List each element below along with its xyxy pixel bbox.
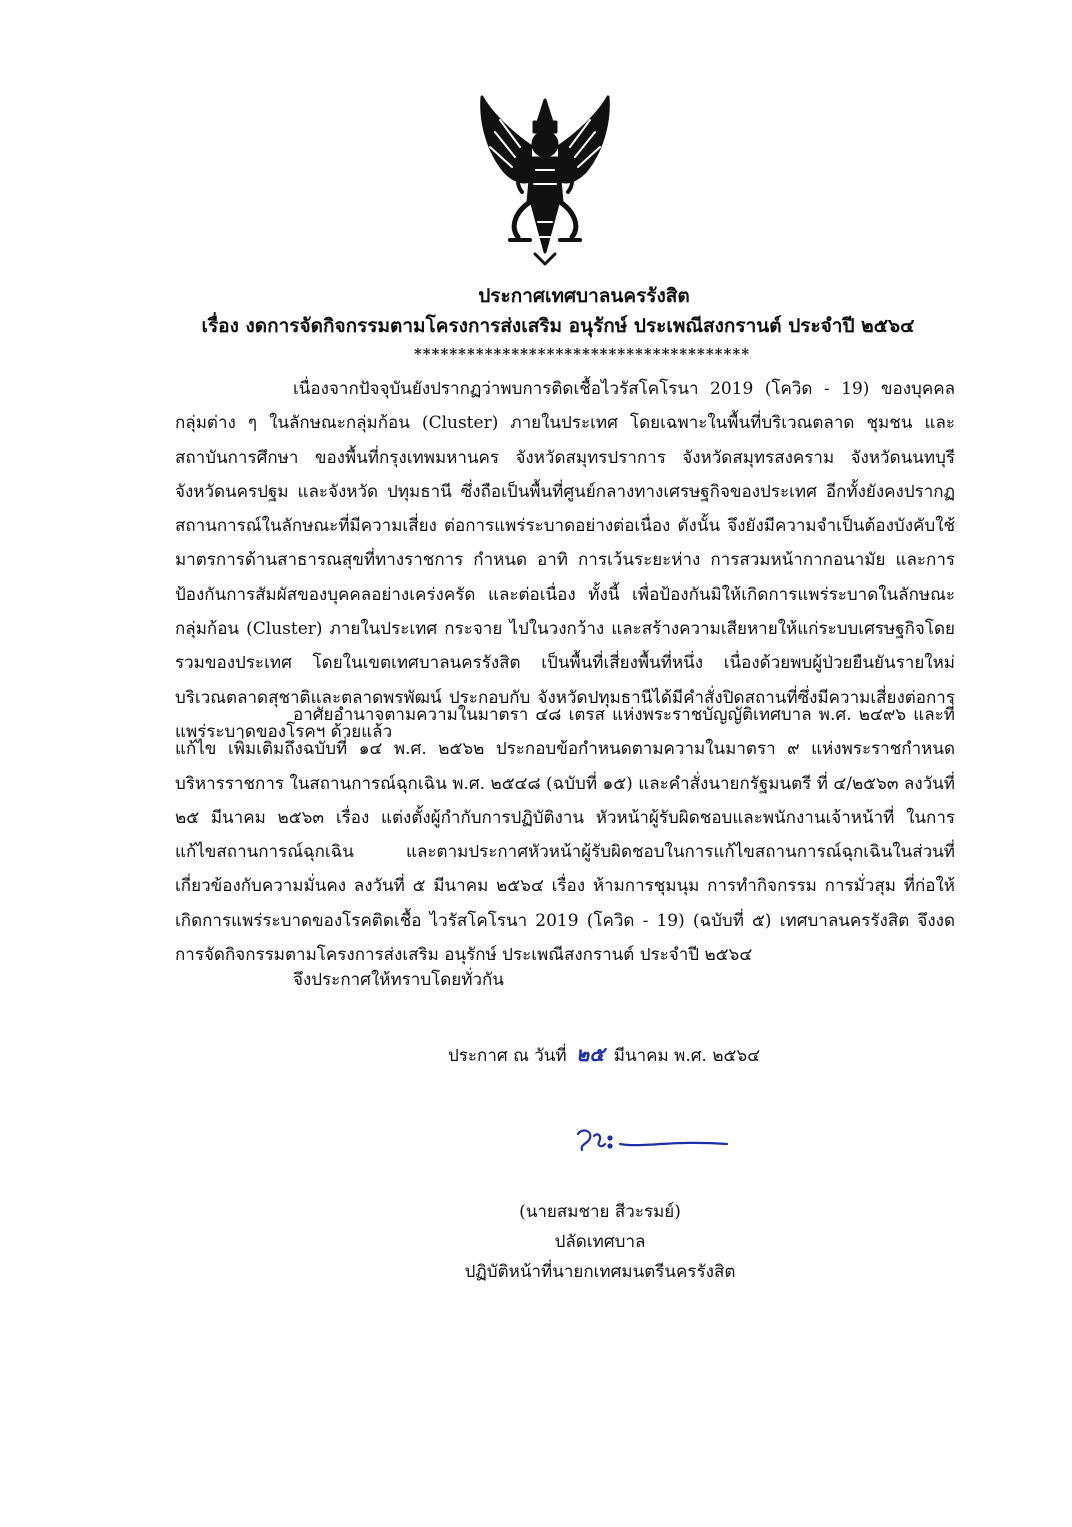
body-paragraph-2: อาศัยอำนาจตามความในมาตรา ๔๘ เตรส แห่งพระราชบัญญัติเทศบาล พ.ศ. ๒๔๙๖ และที่แก้ไข เพิ่มเติมถึงฉบับที่ ๑๔ พ.ศ. ๒๕๖๒ ประกอบข้อกำหนดตามความในมาตรา ๙ แห่งพระราชกำหนดบริหารราชการ ในสถานการณ์ฉุกเฉิน พ.ศ. ๒๕๔๘ (ฉบับที่ ๑๕) และคำสั่งนายกรัฐมนตรี ที่ ๔/๒๕๖๓ ลงวันที่ ๒๕ มีนาคม ๒๕๖๓ เรื่อง แต่งตั้งผู้กำกับการปฏิบัติงาน หัวหน้าผู้รับผิดชอบและพนักงานเจ้าหน้าที่ ในการแก้ไขสถานการณ์ฉุกเฉิน และตามประกาศหัวหน้าผู้รับผิดชอบในการแก้ไขสถานการณ์ฉุกเฉินในส่วนที่เกี่ยวข้องกับความมั่นคง ลงวันที่ ๕ มีนาคม ๒๕๖๔ เรื่อง ห้ามการชุมนุม การทำกิจกรรม การมั่วสุม ที่ก่อให้เกิดการแพร่ระบาดของโรคติดเชื้อ ไวรัสโคโรนา 2019 (โควิด - 19) (ฉบับที่ ๕) เทศบาลนครรังสิต จึงงดการจัดกิจกรรมตามโครงการส่งเสริม อนุรักษ์ ประเพณีสงกรานต์ ประจำปี ๒๕๖๔: [175, 705, 955, 966]
announcement-subject: เรื่อง งดการจัดกิจกรรมตามโครงการส่งเสริม อนุรักษ์ ประเพณีสงกรานต์ ประจำปี ๒๕๖๔: [201, 315, 915, 337]
signer-position: ปลัดเทศบาล: [554, 1232, 646, 1252]
closing-statement: จึงประกาศให้ทราบโดยทั่วกัน: [293, 970, 504, 990]
signer-acting-position: ปฏิบัติหน้าที่นายกเทศมนตรีนครรังสิต: [464, 1262, 736, 1282]
date-suffix: มีนาคม พ.ศ. ๒๕๖๔: [613, 1046, 761, 1066]
date-prefix: ประกาศ ณ วันที่: [448, 1046, 567, 1066]
announcement-title: ประกาศเทศบาลนครรังสิต: [478, 285, 690, 307]
heading-separator: **************************************: [413, 345, 751, 363]
announcement-date: [448, 1039, 760, 1071]
garuda-emblem-icon: [470, 92, 620, 267]
date-day-handwritten: ๒๕: [576, 1042, 605, 1066]
body-paragraph-1: เนื่องจากปัจจุบันยังปรากฏว่าพบการติดเชื้อไวรัสโคโรนา 2019 (โควิด - 19) ของบุคคลกลุ่มต่าง ๆ ในลักษณะกลุ่มก้อน (Cluster) ภายในประเทศ โดยเฉพาะในพื้นที่บริเวณตลาด ชุมชน และสถาบันการศึกษา ของพื้นที่กรุงเทพมหานคร จังหวัดสมุทรปราการ จังหวัดสมุทรสงคราม จังหวัดนนทบุรี จังหวัดนครปฐม และจังหวัด ปทุมธานี ซึ่งถือเป็นพื้นที่ศูนย์กลางทางเศรษฐกิจของประเทศ อีกทั้งยังคงปรากฏสถานการณ์ในลักษณะที่มีความเสี่ยง ต่อการแพร่ระบาดอย่างต่อเนื่อง ดังนั้น จึงยังมีความจำเป็นต้องบังคับใช้มาตรการด้านสาธารณสุขที่ทางราชการ กำหนด อาทิ การเว้นระยะห่าง การสวมหน้ากากอนามัย และการป้องกันการสัมผัสของบุคคลอย่างเคร่งครัด และต่อเนื่อง ทั้งนี้ เพื่อป้องกันมิให้เกิดการแพร่ระบาดในลักษณะกลุ่มก้อน (Cluster) ภายในประเทศ กระจาย ไปในวงกว้าง และสร้างความเสียหายให้แก่ระบบเศรษฐกิจโดยรวมของประเทศ โดยในเขตเทศบาลนครรังสิต เป็นพื้นที่เสี่ยงพื้นที่หนึ่ง เนื่องด้วยพบผู้ป่วยยืนยันรายใหม่ บริเวณตลาดสุชาติและตลาดพรพัฒน์ ประกอบกับ จังหวัดปทุมธานีได้มีคำสั่งปิดสถานที่ซึ่งมีความเสี่ยงต่อการแพร่ระบาดของโรคฯ ด้วยแล้ว: [175, 379, 955, 742]
signature-icon: [572, 1122, 732, 1162]
signer-name: (นายสมชาย สีวะรมย์): [519, 1202, 681, 1222]
